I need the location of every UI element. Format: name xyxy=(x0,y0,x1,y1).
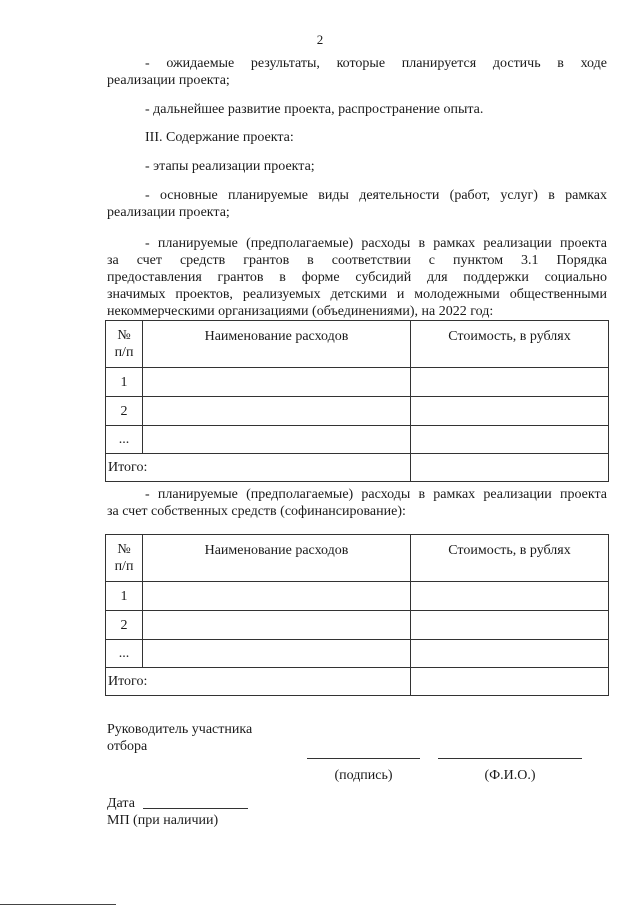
grants-line-3: предоставления грантов в форме субсидий для поддержки социально xyxy=(107,270,607,285)
row-number-cell: 1 xyxy=(106,368,143,397)
row-number-cell: ... xyxy=(106,640,143,668)
row-number-cell: 1 xyxy=(106,582,143,611)
row-cost-cell[interactable] xyxy=(411,582,609,611)
total-label-cell: Итого: xyxy=(106,454,411,482)
row-cost-cell[interactable] xyxy=(411,640,609,668)
header-number-line-1: № xyxy=(117,328,131,343)
signature-line[interactable] xyxy=(307,758,420,759)
row-name-cell[interactable] xyxy=(143,397,411,426)
row-cost-cell[interactable] xyxy=(411,611,609,640)
stamp-label: МП (при наличии) xyxy=(107,813,219,828)
further-development-item: - дальнейшее развитие проекта, распространение опыта. xyxy=(145,102,484,117)
grants-line-1: - планируемые (предполагаемые) расходы в рамках реализации проекта xyxy=(145,236,607,251)
total-label-cell: Итого: xyxy=(106,668,411,696)
table-row xyxy=(106,426,609,454)
own-funds-line-2: за счет собственных средств (софинансирование): xyxy=(107,504,406,519)
header-cost-cell: Стоимость, в рублях xyxy=(411,321,609,368)
row-name-cell[interactable] xyxy=(143,582,411,611)
row-name-cell[interactable] xyxy=(143,611,411,640)
row-number-cell: 2 xyxy=(106,611,143,640)
table-header-row xyxy=(106,535,609,582)
row-cost-cell[interactable] xyxy=(411,368,609,397)
table-header-row xyxy=(106,321,609,368)
table-row xyxy=(106,611,609,640)
fio-label: (Ф.И.О.) xyxy=(484,768,536,783)
row-name-cell[interactable] xyxy=(143,368,411,397)
header-name-cell: Наименование расходов xyxy=(143,535,411,582)
signature-label: (подпись) xyxy=(334,768,393,783)
header-cost-cell: Стоимость, в рублях xyxy=(411,535,609,582)
own-costs-table xyxy=(105,534,609,696)
header-number-line-2: п/п xyxy=(114,345,134,360)
total-cost-cell[interactable] xyxy=(411,668,609,696)
activities-line-2: реализации проекта; xyxy=(107,205,230,220)
header-name-cell: Наименование расходов xyxy=(143,321,411,368)
header-number-cell xyxy=(106,535,143,582)
header-number-cell xyxy=(106,321,143,368)
stages-item: - этапы реализации проекта; xyxy=(145,159,315,174)
total-cost-cell[interactable] xyxy=(411,454,609,482)
table-row xyxy=(106,368,609,397)
expected-results-line-1: - ожидаемые результаты, которые планируется достичь в ходе xyxy=(145,56,607,71)
section-3-heading: III. Содержание проекта: xyxy=(145,130,294,145)
grant-costs-table xyxy=(105,320,609,482)
row-number-cell: 2 xyxy=(106,397,143,426)
header-number-line-1: № xyxy=(117,542,131,557)
fio-line[interactable] xyxy=(438,758,582,759)
total-row xyxy=(106,668,609,696)
grants-line-5: некоммерческими организациями (объединениями), на 2022 год: xyxy=(107,304,494,319)
table-row xyxy=(106,640,609,668)
date-line[interactable] xyxy=(143,808,248,809)
date-label: Дата xyxy=(107,796,135,811)
head-title-line-2: отбора xyxy=(107,739,148,754)
row-number-cell: ... xyxy=(106,426,143,454)
header-number-line-2: п/п xyxy=(114,559,134,574)
activities-line-1: - основные планируемые виды деятельности (работ, услуг) в рамках xyxy=(145,188,607,203)
grants-line-4: значимых проектов, реализуемых детскими и молодежными общественными xyxy=(107,287,607,302)
expected-results-line-2: реализации проекта; xyxy=(107,73,230,88)
total-row xyxy=(106,454,609,482)
row-cost-cell[interactable] xyxy=(411,397,609,426)
row-name-cell[interactable] xyxy=(143,640,411,668)
grants-line-2: за счет средств грантов в соответствии с пунктом 3.1 Порядка xyxy=(107,253,607,268)
row-name-cell[interactable] xyxy=(143,426,411,454)
own-funds-line-1: - планируемые (предполагаемые) расходы в рамках реализации проекта xyxy=(145,487,607,502)
head-title-line-1: Руководитель участника xyxy=(107,722,253,737)
page-number: 2 xyxy=(316,32,324,47)
row-cost-cell[interactable] xyxy=(411,426,609,454)
table-row xyxy=(106,397,609,426)
table-row xyxy=(106,582,609,611)
